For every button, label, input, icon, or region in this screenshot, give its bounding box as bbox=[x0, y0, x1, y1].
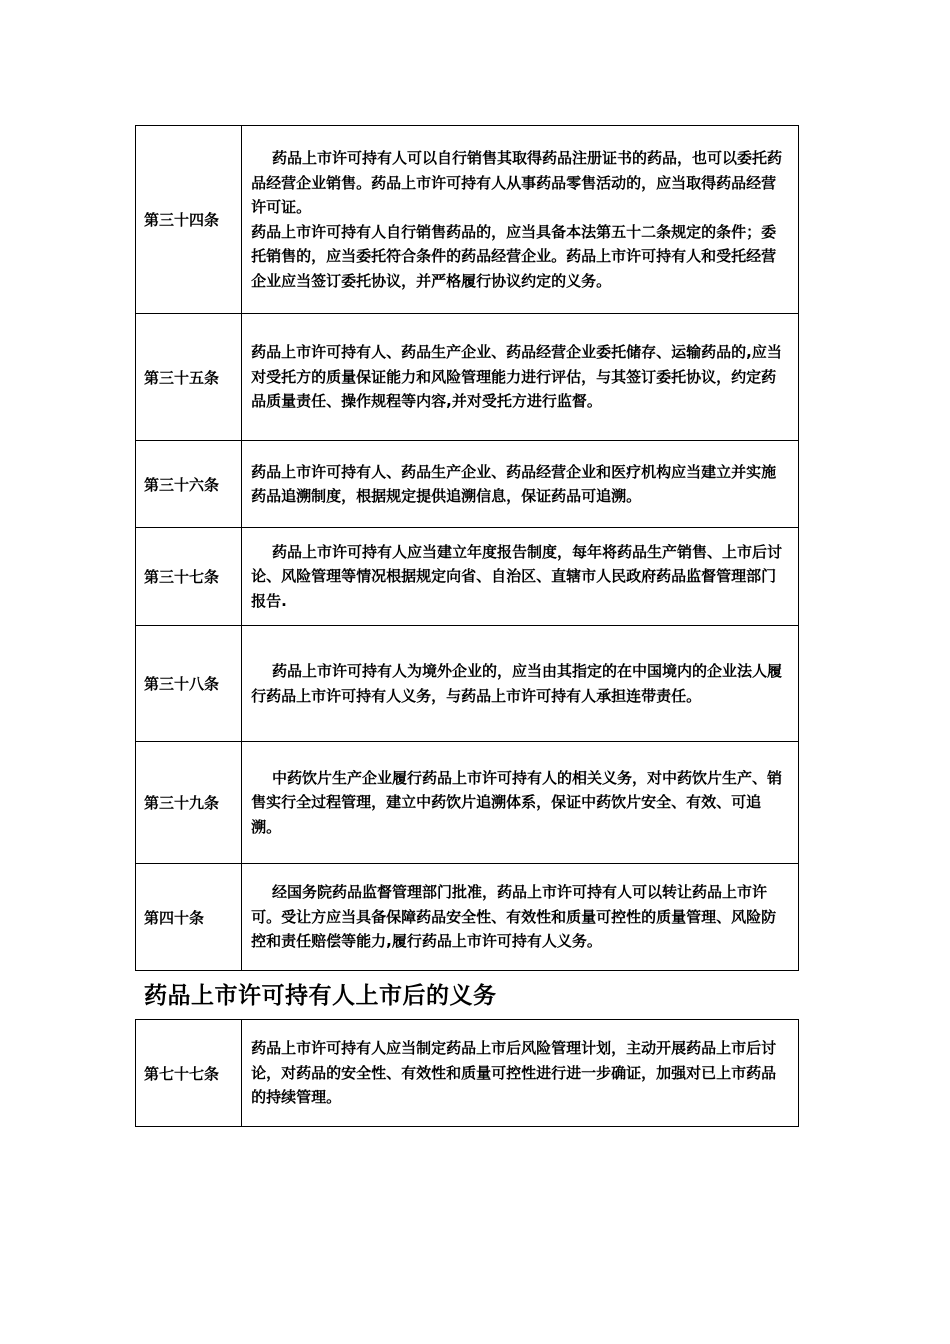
section-heading: 药品上市许可持有人上市后的义务 bbox=[144, 983, 497, 1009]
article-text bbox=[242, 742, 799, 864]
article-row-36 bbox=[136, 441, 799, 528]
article-paragraph: 中药饮片生产企业履行药品上市许可持有人的相关义务，对中药饮片生产、销售实行全过程管理，建立中药饮片追溯体系，保证中药饮片安全、有效、可追溯。 bbox=[251, 768, 783, 836]
article-text bbox=[242, 626, 799, 742]
article-text bbox=[242, 126, 799, 314]
article-paragraph: 药品上市许可持有人、药品生产企业、药品经营企业委托储存、运输药品的,应当对受托方的质量保证能力和风险管理能力进行评估，与其签订委托协议，约定药品质量责任、操作规程等内容,并对受托方进行监督。 bbox=[251, 343, 782, 411]
article-text bbox=[242, 441, 799, 528]
article-row-34 bbox=[136, 126, 799, 314]
article-row-38 bbox=[136, 626, 799, 742]
article-text bbox=[242, 1020, 799, 1127]
article-number: 第三十五条 bbox=[136, 314, 242, 441]
article-number: 第七十七条 bbox=[136, 1020, 242, 1127]
article-number: 第三十九条 bbox=[136, 742, 242, 864]
article-number: 第四十条 bbox=[136, 864, 242, 971]
article-row-40 bbox=[136, 864, 799, 971]
article-row-37 bbox=[136, 528, 799, 626]
post-market-table bbox=[135, 1019, 799, 1127]
article-row-39 bbox=[136, 742, 799, 864]
article-paragraph: 药品上市许可持有人、药品生产企业、药品经营企业和医疗机构应当建立并实施药品追溯制度，根据规定提供追溯信息，保证药品可追溯。 bbox=[251, 462, 777, 505]
article-number: 第三十六条 bbox=[136, 441, 242, 528]
article-paragraph: 药品上市许可持有人应当制定药品上市后风险管理计划，主动开展药品上市后讨论，对药品的安全性、有效性和质量可控性进行进一步确证，加强对已上市药品的持续管理。 bbox=[251, 1039, 777, 1107]
article-paragraph: 药品上市许可持有人可以自行销售其取得药品注册证书的药品，也可以委托药品经营企业销售。药品上市许可持有人从事药品零售活动的，应当取得药品经营许可证。 bbox=[251, 149, 783, 216]
article-text bbox=[242, 528, 799, 626]
article-text bbox=[242, 314, 799, 441]
article-text bbox=[242, 864, 799, 971]
article-row-77 bbox=[136, 1020, 799, 1127]
article-paragraph: 经国务院药品监督管理部门批准，药品上市许可持有人可以转让药品上市许可。受让方应当具备保障药品安全性、有效性和质量可控性的质量管理、风险防控和责任赔偿等能力,履行药品上市许可持有人义务。 bbox=[251, 883, 777, 951]
article-number: 第三十七条 bbox=[136, 528, 242, 626]
article-row-35 bbox=[136, 314, 799, 441]
article-number: 第三十八条 bbox=[136, 626, 242, 742]
article-paragraph: 药品上市许可持有人应当建立年度报告制度，每年将药品生产销售、上市后讨论、风险管理等情况根据规定向省、自治区、直辖市人民政府药品监督管理部门报告. bbox=[251, 542, 783, 610]
article-paragraph: 药品上市许可持有人自行销售药品的，应当具备本法第五十二条规定的条件；委托销售的，应当委托符合条件的药品经营企业。药品上市许可持有人和受托经营企业应当签订委托协议，并严格履行协议约定的义务。 bbox=[251, 222, 777, 290]
article-number: 第三十四条 bbox=[136, 126, 242, 314]
article-paragraph: 药品上市许可持有人为境外企业的，应当由其指定的在中国境内的企业法人履行药品上市许可持有人义务，与药品上市许可持有人承担连带责任。 bbox=[251, 662, 783, 705]
articles-table bbox=[135, 125, 799, 971]
